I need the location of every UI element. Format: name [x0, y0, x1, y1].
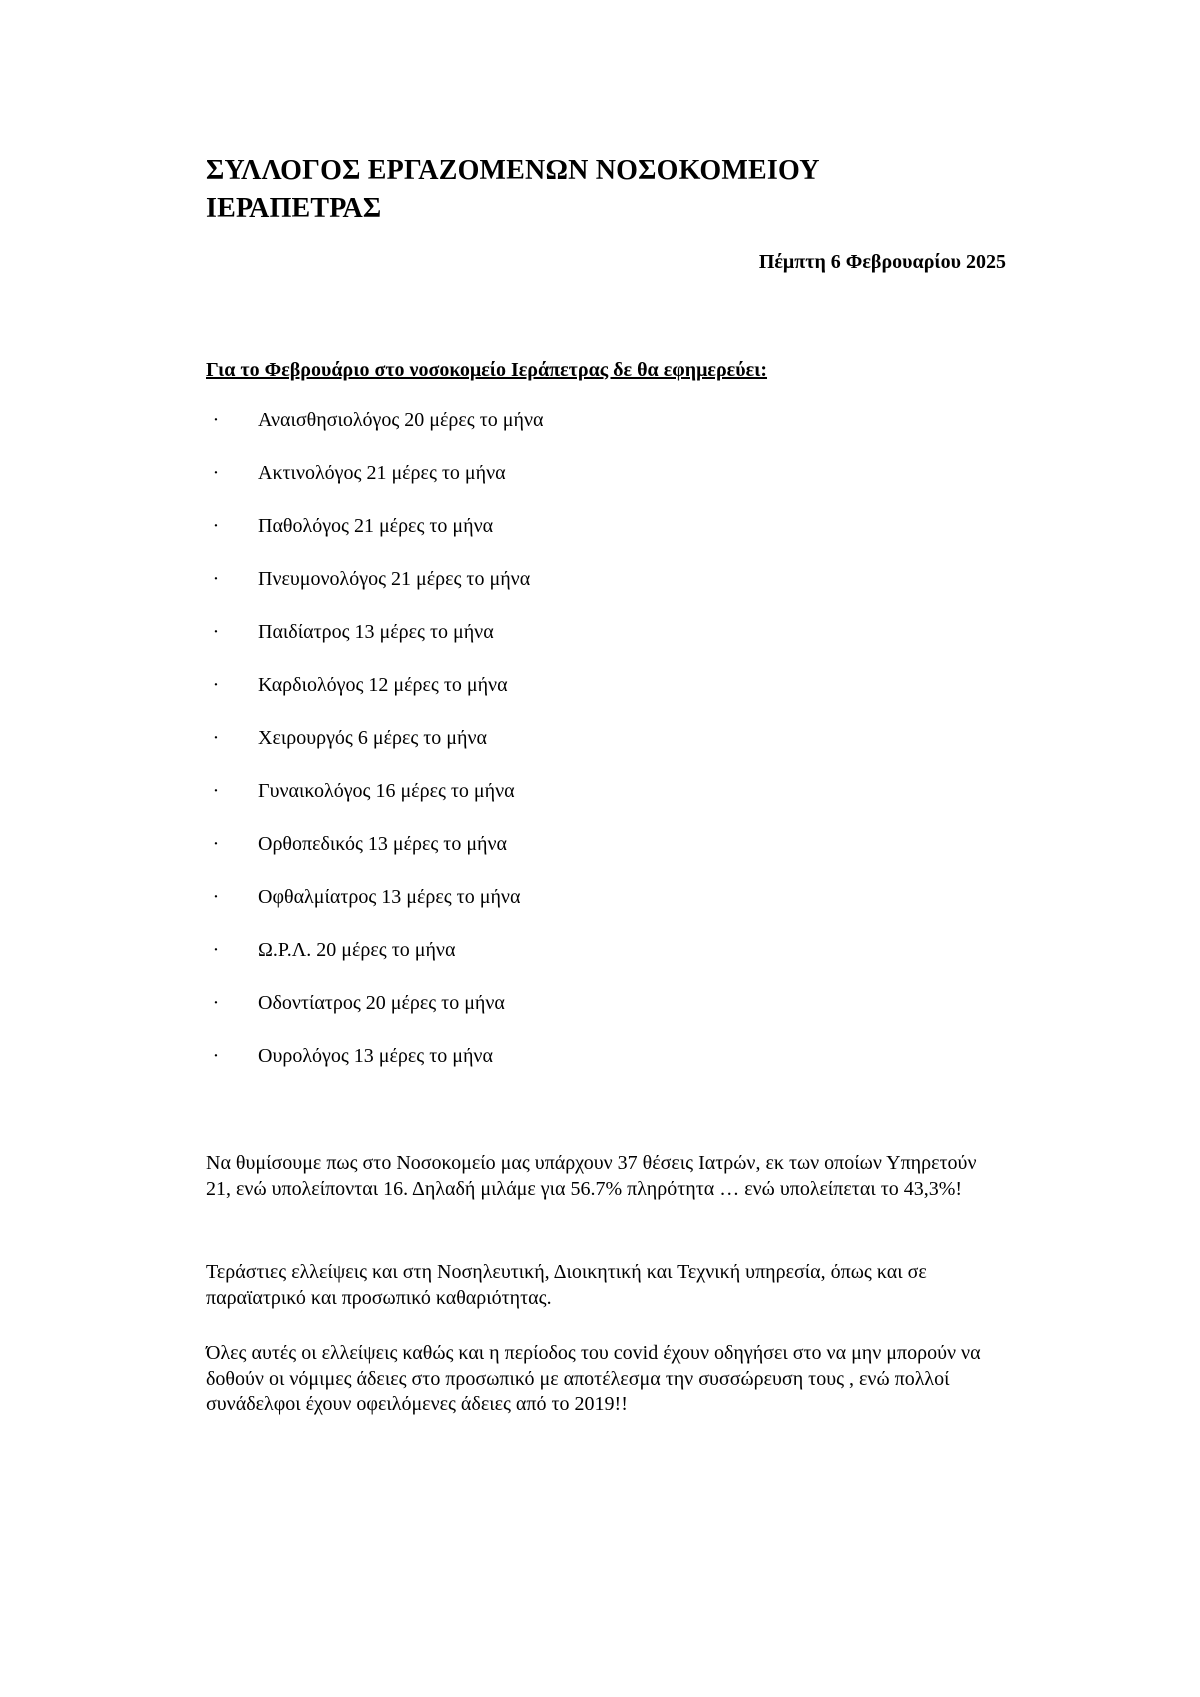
bullet-icon: · [212, 462, 220, 484]
list-item-text: Ω.Ρ.Λ. 20 μέρες το μήνα [258, 939, 456, 961]
bullet-icon: · [212, 992, 220, 1014]
shortages-paragraph: Τεράστιες ελλείψεις και στη Νοσηλευτική, Διοικητική και Τεχνική υπηρεσία, όπως και σε παραϊατρικό και προσωπικό καθαριότητας. [206, 1261, 927, 1309]
list-item-text: Ακτινολόγος 21 μέρες το μήνα [258, 462, 506, 484]
bullet-icon: · [212, 939, 220, 961]
staffing-paragraph: Να θυμίσουμε πως στο Νοσοκομείο μας υπάρχουν 37 θέσεις Ιατρών, εκ των οποίων Υπηρετούν 21, ενώ υπολείπονται 16. Δηλαδή μιλάμε για 56.7% πληρότητα … ενώ υπολείπεται το 43,3%! [206, 1152, 977, 1200]
bullet-icon: · [212, 568, 220, 590]
list-item-text: Γυναικολόγος 16 μέρες το μήνα [258, 780, 515, 802]
document-date: Πέμπτη 6 Φεβρουαρίου 2025 [758, 251, 1006, 273]
bullet-icon: · [212, 780, 220, 802]
list-item-text: Παιδίατρος 13 μέρες το μήνα [258, 621, 494, 643]
list-item-text: Ουρολόγος 13 μέρες το μήνα [258, 1045, 493, 1067]
bullet-icon: · [212, 727, 220, 749]
leave-paragraph: Όλες αυτές οι ελλείψεις καθώς και η περίοδος του covid έχουν οδηγήσει στο να μην μπορούν να δοθούν οι νόμιμες άδειες στο προσωπικό με αποτέλεσμα την συσσώρευση τους , ενώ πολλοί συνάδελφοι έχουν οφειλόμενες άδειες από το 2019!! [206, 1342, 981, 1415]
list-item-text: Παθολόγος 21 μέρες το μήνα [258, 515, 494, 537]
list-item-text: Αναισθησιολόγος 20 μέρες το μήνα [258, 409, 544, 431]
bullet-icon: · [212, 515, 220, 537]
bullet-icon: · [212, 674, 220, 696]
list-item-text: Οδοντίατρος 20 μέρες το μήνα [258, 992, 505, 1014]
bullet-icon: · [212, 1045, 220, 1067]
bullet-icon: · [212, 886, 220, 908]
bullet-icon: · [212, 833, 220, 855]
list-item-text: Οφθαλμίατρος 13 μέρες το μήνα [258, 886, 521, 908]
list-item-text: Χειρουργός 6 μέρες το μήνα [258, 727, 488, 749]
intro-heading: Για το Φεβρουάριο στο νοσοκομείο Ιεράπετρας δε θα εφημερεύει: [206, 359, 768, 381]
organization-title: ΣΥΛΛΟΓΟΣ ΕΡΓΑΖΟΜΕΝΩΝ ΝΟΣΟΚΟΜΕΙΟΥ ΙΕΡΑΠΕΤΡΑΣ [206, 155, 820, 224]
list-item-text: Ορθοπεδικός 13 μέρες το μήνα [258, 833, 508, 855]
list-item-text: Καρδιολόγος 12 μέρες το μήνα [258, 674, 508, 696]
bullet-icon: · [212, 409, 220, 431]
document-page [206, 0, 1006, 1697]
bullet-icon: · [212, 621, 220, 643]
list-item-text: Πνευμονολόγος 21 μέρες το μήνα [258, 568, 531, 590]
